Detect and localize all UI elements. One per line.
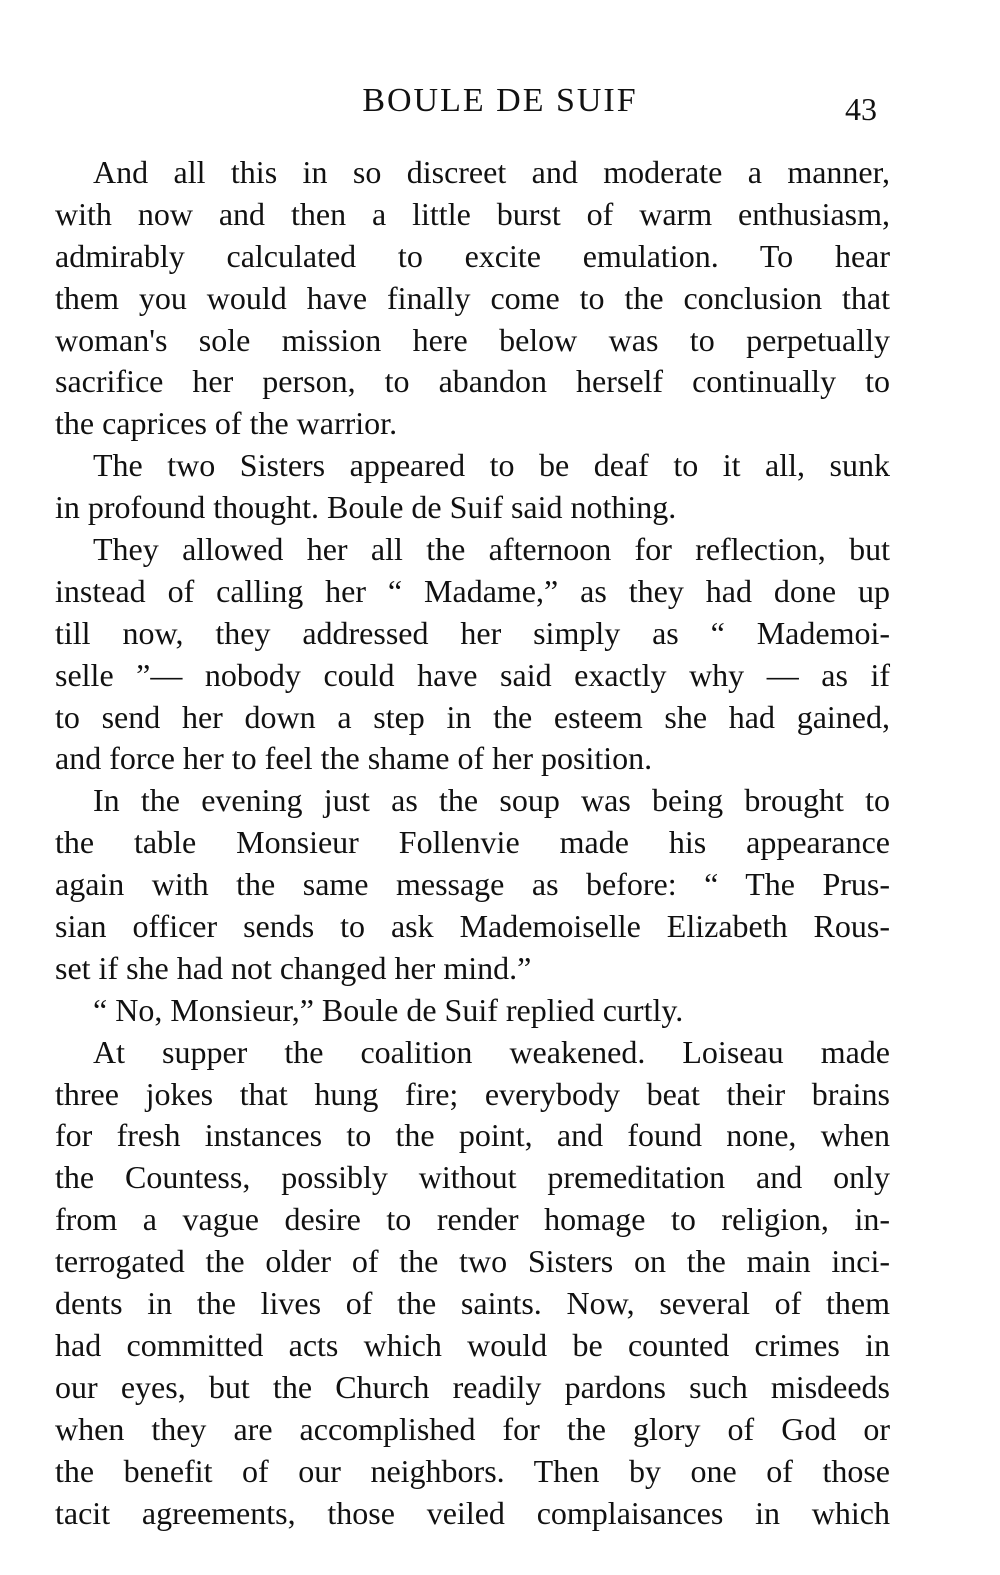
text-line: instead of calling her “ Madame,” as they had done up [55, 572, 890, 609]
text-line: our eyes, but the Church readily pardons such misdeeds [55, 1368, 890, 1405]
text-line: again with the same message as before: “ The Prus- [55, 866, 890, 903]
text-line: set if she had not changed her mind.” [55, 949, 532, 986]
text-line: woman's sole mission here below was to perpetually [55, 321, 890, 358]
text-line: in profound thought. Boule de Suif said nothing. [55, 489, 677, 526]
text-line: “ No, Monsieur,” Boule de Suif replied curtly. [93, 991, 684, 1028]
text-line: dents in the lives of the saints. Now, several of them [55, 1285, 890, 1322]
running-title: BOULE DE SUIF [362, 82, 638, 119]
text-line: the table Monsieur Follenvie made his appearance [55, 824, 890, 861]
text-line: selle ”— nobody could have said exactly why — as if [55, 656, 890, 693]
text-line: They allowed her all the afternoon for reflection, but [93, 531, 890, 568]
body-text [55, 152, 890, 1534]
text-line: The two Sisters appeared to be deaf to it all, sunk [93, 447, 890, 484]
text-line: till now, they addressed her simply as “ Mademoi- [55, 614, 890, 651]
text-line: admirably calculated to excite emulation. To hear [55, 237, 890, 274]
text-line: for fresh instances to the point, and found none, when [55, 1117, 890, 1154]
text-line: from a vague desire to render homage to religion, in- [55, 1201, 890, 1238]
text-line: when they are accomplished for the glory of God or [55, 1410, 890, 1447]
text-line: the benefit of our neighbors. Then by one of those [55, 1452, 890, 1489]
text-line: In the evening just as the soup was being brought to [93, 782, 890, 819]
running-head [0, 76, 1000, 126]
text-line: tacit agreements, those veiled complaisances in which [55, 1494, 890, 1531]
text-line: sian officer sends to ask Mademoiselle Elizabeth Rous- [55, 908, 890, 945]
text-line: sacrifice her person, to abandon herself continually to [55, 363, 890, 400]
text-line: three jokes that hung fire; everybody beat their brains [55, 1075, 890, 1112]
text-line: them you would have finally come to the conclusion that [55, 279, 890, 316]
text-line: to send her down a step in the esteem she had gained, [55, 698, 890, 735]
text-line: the caprices of the warrior. [55, 405, 398, 442]
page-number: 43 [845, 91, 877, 127]
text-line: At supper the coalition weakened. Loiseau made [93, 1033, 890, 1070]
text-line: had committed acts which would be counted crimes in [55, 1326, 890, 1363]
text-line: with now and then a little burst of warm enthusiasm, [55, 195, 890, 232]
text-line: terrogated the older of the two Sisters on the main inci- [55, 1243, 890, 1280]
text-line: And all this in so discreet and moderate a manner, [93, 154, 890, 190]
text-line: and force her to feel the shame of her position. [55, 740, 653, 777]
text-line: the Countess, possibly without premeditation and only [55, 1159, 890, 1196]
